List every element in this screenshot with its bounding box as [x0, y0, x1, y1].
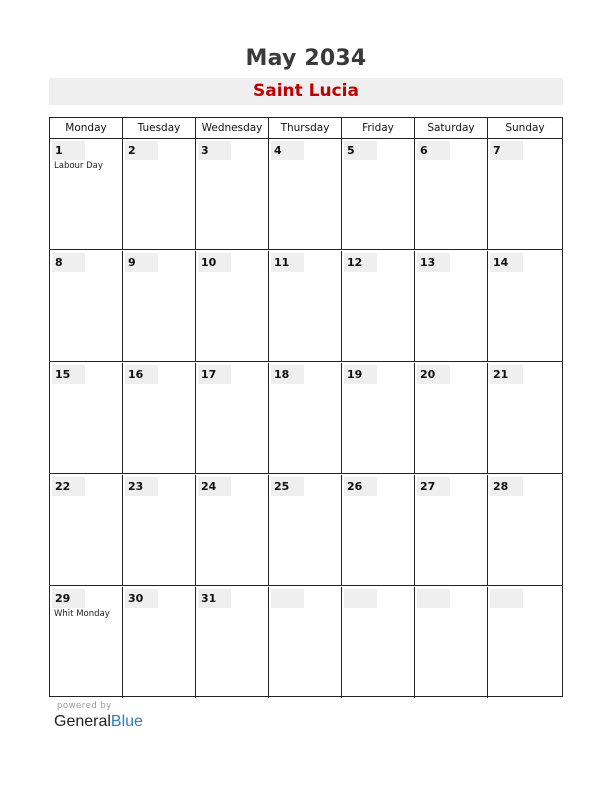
week-row: [50, 251, 562, 362]
week-row: [50, 139, 562, 250]
day-cell[interactable]: [196, 587, 269, 698]
powered-by-label: powered by: [57, 701, 112, 711]
day-number: 3: [201, 144, 209, 157]
brand-blue-text: Blue: [110, 713, 143, 730]
day-cell[interactable]: [123, 251, 196, 362]
day-cell[interactable]: [488, 139, 562, 250]
day-number-badge: [490, 253, 523, 272]
day-number-badge: [490, 365, 523, 384]
country-banner: [49, 78, 563, 105]
day-number-badge: [125, 365, 158, 384]
weekday-header-sunday: Sunday: [505, 122, 545, 134]
weekday-header-tuesday: Tuesday: [123, 118, 196, 138]
day-cell[interactable]: [269, 139, 342, 250]
day-cell[interactable]: [50, 587, 123, 698]
day-number: 15: [55, 368, 71, 381]
day-cell[interactable]: [415, 251, 488, 362]
day-cell[interactable]: [196, 251, 269, 362]
day-number-badge: [344, 589, 377, 608]
day-cell[interactable]: [196, 475, 269, 586]
day-number: 13: [420, 256, 436, 269]
day-number: 21: [493, 368, 509, 381]
weekday-header-saturday: Saturday: [415, 118, 488, 138]
day-number: 24: [201, 480, 217, 493]
day-number-badge: [52, 141, 85, 160]
holiday-label: Whit Monday: [54, 609, 110, 619]
day-cell[interactable]: [415, 475, 488, 586]
weekday-header-monday: Monday: [50, 118, 123, 138]
country-name: Saint Lucia: [252, 81, 359, 101]
day-number-badge: [271, 141, 304, 160]
day-cell[interactable]: [123, 139, 196, 250]
day-cell[interactable]: [50, 251, 123, 362]
day-number-badge: [271, 253, 304, 272]
day-number-badge: [52, 477, 85, 496]
day-number-badge: [490, 141, 523, 160]
empty-day-cell[interactable]: [269, 587, 342, 698]
day-number: 14: [493, 256, 509, 269]
weekday-header-friday: Friday: [342, 118, 415, 138]
day-cell[interactable]: [50, 475, 123, 586]
weekday-header-row: [50, 118, 562, 139]
day-number: 4: [274, 144, 282, 157]
day-number-badge: [344, 477, 377, 496]
day-cell[interactable]: [50, 363, 123, 474]
day-number-badge: [344, 253, 377, 272]
day-cell[interactable]: [488, 363, 562, 474]
day-number: 25: [274, 480, 290, 493]
day-number-badge: [417, 141, 450, 160]
day-number: 10: [201, 256, 217, 269]
weekday-header-thursday: Thursday: [269, 118, 342, 138]
day-cell[interactable]: [196, 139, 269, 250]
day-number-badge: [344, 365, 377, 384]
day-cell[interactable]: [123, 587, 196, 698]
day-number-badge: [198, 589, 231, 608]
day-number-badge: [271, 589, 304, 608]
day-cell[interactable]: [415, 139, 488, 250]
day-number-badge: [52, 253, 85, 272]
day-number-badge: [490, 589, 523, 608]
day-cell[interactable]: [50, 139, 123, 250]
generalblue-logo[interactable]: [54, 713, 143, 731]
day-number: 20: [420, 368, 436, 381]
day-number: 23: [128, 480, 144, 493]
day-number: 11: [274, 256, 290, 269]
day-cell[interactable]: [415, 363, 488, 474]
day-number-badge: [271, 477, 304, 496]
day-number-badge: [198, 141, 231, 160]
day-number-badge: [125, 141, 158, 160]
week-row: [50, 475, 562, 586]
day-cell[interactable]: [342, 363, 415, 474]
calendar-title: May 2034: [245, 46, 367, 71]
day-number: 18: [274, 368, 290, 381]
day-number-badge: [417, 477, 450, 496]
brand-general-text: General: [54, 713, 111, 730]
day-number: 8: [55, 256, 63, 269]
day-cell[interactable]: [342, 475, 415, 586]
day-number: 2: [128, 144, 136, 157]
day-number: 6: [420, 144, 428, 157]
day-number-badge: [52, 365, 85, 384]
day-number-badge: [198, 365, 231, 384]
week-row: [50, 363, 562, 474]
day-number-badge: [344, 141, 377, 160]
day-number: 29: [55, 592, 71, 605]
day-number-badge: [198, 253, 231, 272]
day-number: 7: [493, 144, 501, 157]
day-number: 5: [347, 144, 355, 157]
day-cell[interactable]: [123, 363, 196, 474]
day-number: 28: [493, 480, 509, 493]
day-cell[interactable]: [342, 251, 415, 362]
empty-day-cell[interactable]: [488, 587, 562, 698]
day-number: 9: [128, 256, 136, 269]
day-cell[interactable]: [269, 475, 342, 586]
day-number: 22: [55, 480, 71, 493]
day-number-badge: [490, 477, 523, 496]
day-cell[interactable]: [488, 475, 562, 586]
day-number: 27: [420, 480, 436, 493]
day-cell[interactable]: [269, 251, 342, 362]
day-number: 19: [347, 368, 363, 381]
empty-day-cell[interactable]: [342, 587, 415, 698]
day-number: 16: [128, 368, 144, 381]
calendar-grid: [49, 117, 563, 697]
day-number: 12: [347, 256, 363, 269]
day-number-badge: [125, 253, 158, 272]
day-number-badge: [417, 589, 450, 608]
day-number: 1: [55, 144, 63, 157]
day-number-badge: [417, 365, 450, 384]
week-row: [50, 587, 562, 698]
day-cell[interactable]: [123, 475, 196, 586]
day-number-badge: [198, 477, 231, 496]
day-number-badge: [125, 589, 158, 608]
day-cell[interactable]: [488, 251, 562, 362]
day-cell[interactable]: [269, 363, 342, 474]
day-number-badge: [125, 477, 158, 496]
empty-day-cell[interactable]: [415, 587, 488, 698]
weekday-header-wednesday: Wednesday: [196, 118, 269, 138]
day-cell[interactable]: [196, 363, 269, 474]
day-number-badge: [271, 365, 304, 384]
day-number: 30: [128, 592, 144, 605]
day-number-badge: [52, 589, 85, 608]
day-number: 31: [201, 592, 217, 605]
holiday-label: Labour Day: [54, 161, 103, 171]
day-number-badge: [417, 253, 450, 272]
day-number: 26: [347, 480, 363, 493]
day-cell[interactable]: [342, 139, 415, 250]
day-number: 17: [201, 368, 217, 381]
